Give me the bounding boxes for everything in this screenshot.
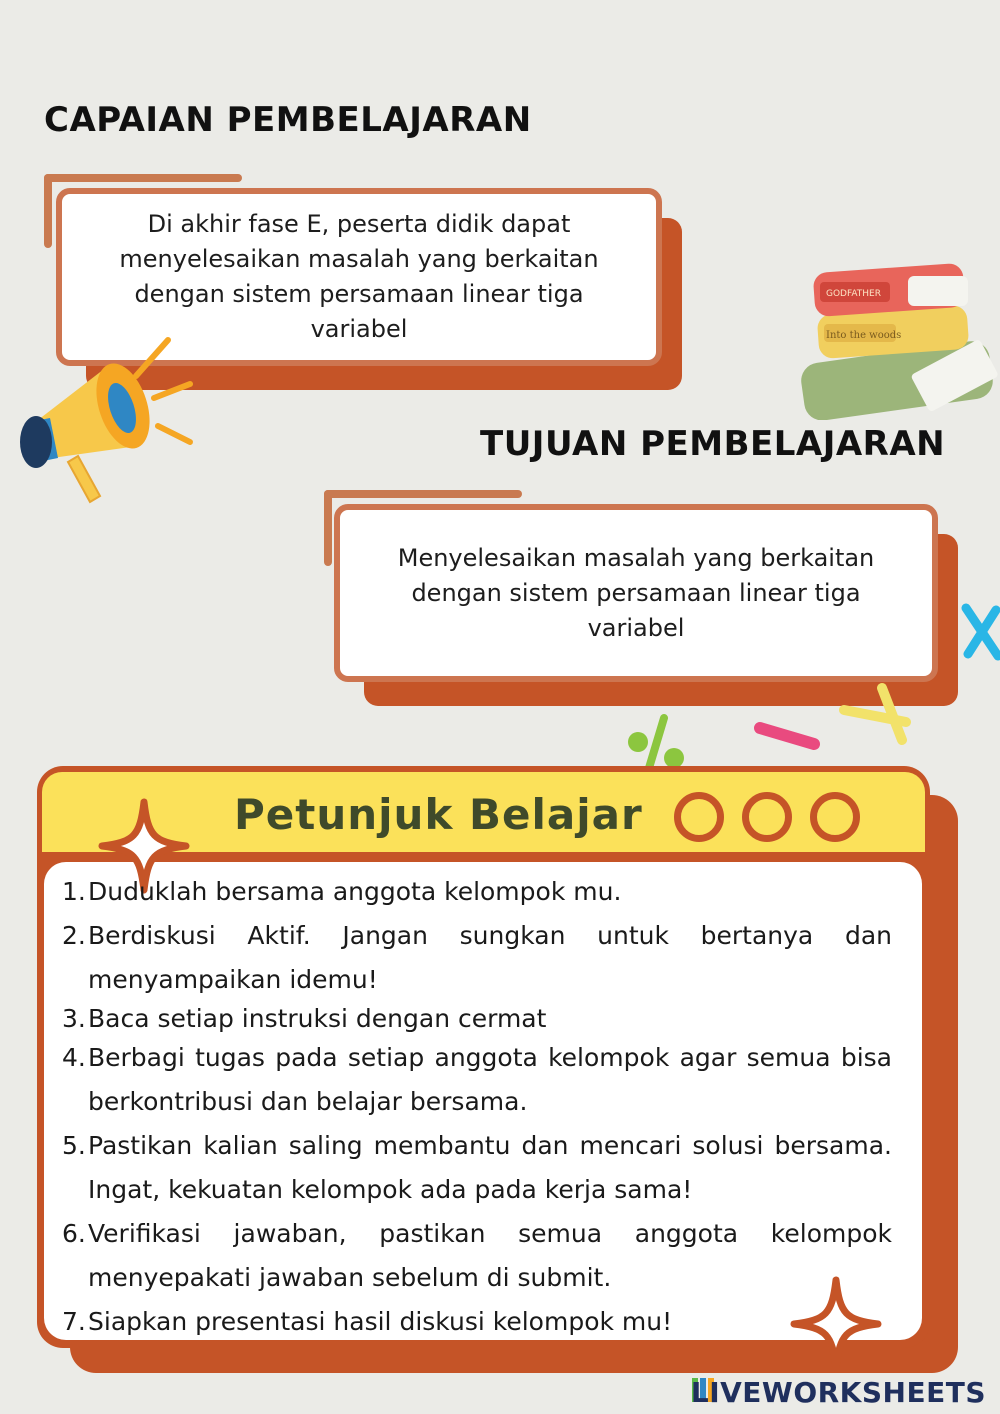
step-text: Verifikasi jawaban, pastikan semua anggota kelompok menyepakati jawaban sebelum di submit. — [88, 1219, 892, 1292]
step-text: Duduklah bersama anggota kelompok mu. — [88, 877, 622, 906]
tujuan-frame-line — [324, 490, 522, 498]
tujuan-frame-line-v — [324, 490, 332, 566]
capaian-title: CAPAIAN PEMBELAJARAN — [44, 100, 532, 140]
tujuan-title: TUJUAN PEMBELAJARAN — [480, 424, 946, 464]
megaphone-icon — [8, 336, 198, 516]
book-spine-top: GODFATHER — [826, 289, 882, 299]
step-text: Baca setiap instruksi dengan cermat — [88, 1004, 547, 1033]
books-icon — [796, 256, 1000, 420]
list-item — [62, 870, 892, 914]
tujuan-text: Menyelesaikan masalah yang berkaitan dengan sistem persamaan linear tiga variabel — [334, 504, 938, 682]
petunjuk-title: Petunjuk Belajar — [234, 790, 643, 839]
step-text: Berdiskusi Aktif. Jangan sungkan untuk bertanya dan menyampaikan idemu! — [88, 921, 892, 994]
step-number: 7. — [62, 1307, 86, 1336]
ring-icon-3 — [810, 792, 860, 842]
ring-icon-2 — [742, 792, 792, 842]
list-item — [62, 914, 892, 1002]
book-spine-middle: Into the woods — [826, 330, 902, 341]
capaian-frame-line — [44, 174, 242, 182]
list-item — [62, 1212, 892, 1300]
step-text: Pastikan kalian saling membantu dan mencari solusi bersama. Ingat, kekuatan kelompok ada pada kerja sama! — [88, 1131, 892, 1204]
ring-icon-1 — [674, 792, 724, 842]
step-text: Berbagi tugas pada setiap anggota kelompok agar semua bisa berkontribusi dan belajar bersama. — [88, 1043, 892, 1116]
step-number: 4. — [62, 1043, 86, 1072]
list-item — [62, 1300, 892, 1344]
step-text: Siapkan presentasi hasil diskusi kelompok mu! — [88, 1307, 673, 1336]
capaian-text: Di akhir fase E, peserta didik dapat menyelesaikan masalah yang berkaitan dengan sistem persamaan linear tiga variabel — [56, 188, 662, 366]
list-item — [62, 1036, 892, 1124]
step-number: 2. — [62, 921, 86, 950]
watermark: LIVEWORKSHEETS — [690, 1376, 986, 1409]
step-number: 5. — [62, 1131, 86, 1160]
step-number: 3. — [62, 1004, 86, 1033]
step-number: 1. — [62, 877, 86, 906]
capaian-frame-line-v — [44, 174, 52, 248]
petunjuk-steps-list — [62, 870, 892, 1344]
step-number: 6. — [62, 1219, 86, 1248]
list-item — [62, 1124, 892, 1212]
math-symbols-decoration — [620, 600, 1000, 780]
list-item — [62, 1002, 892, 1036]
